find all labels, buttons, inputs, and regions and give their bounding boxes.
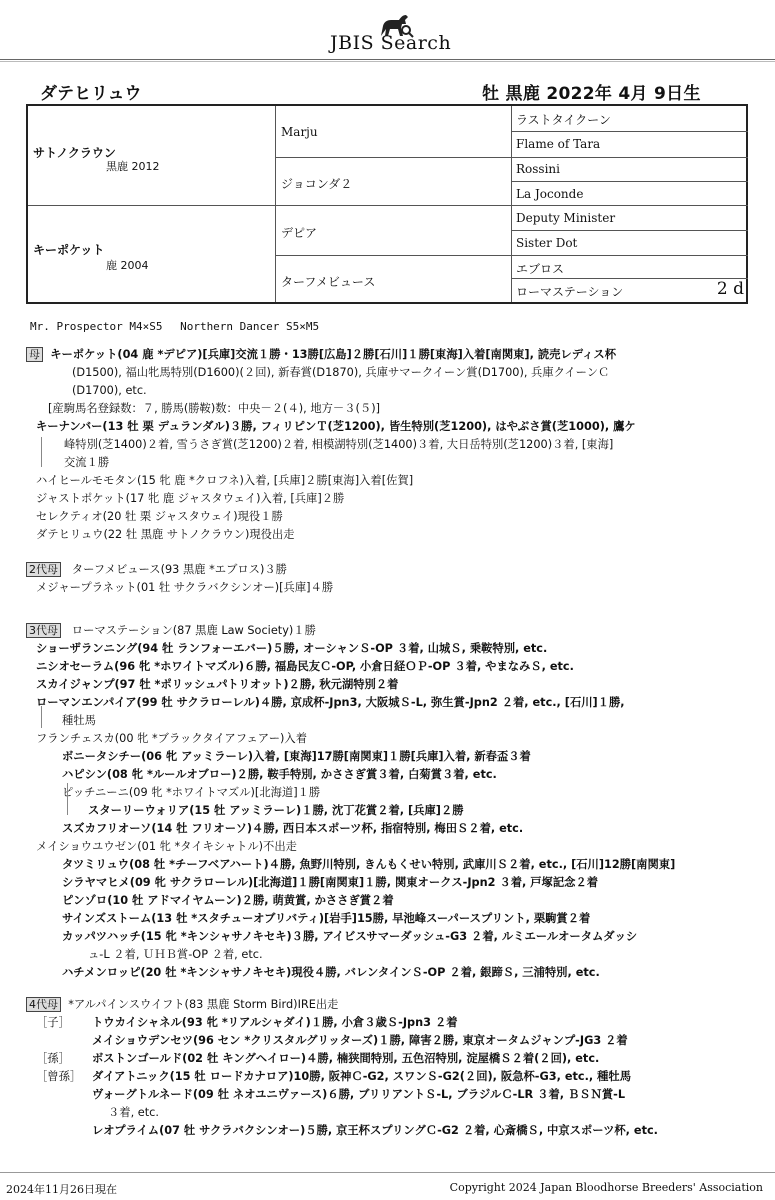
generation-label: ［孫］ <box>36 1052 70 1065</box>
dam3-line: スカイジャンプ(97 牡 *ポリッシュパトリオット)２勝, 秋元湖特別２着 <box>36 678 399 691</box>
dam4-line: トウカイシャネル(93 牝 *リアルシャダイ)１勝, 小倉３歳Ｓ-Jpn3 ２着 <box>92 1016 458 1029</box>
dam3-line: ピンゾロ(10 牡 アドマイヤムーン)２勝, 萌黄賞, かささぎ賞２着 <box>62 894 394 907</box>
gen2-cell <box>276 206 512 256</box>
gen3-name: Sister Dot <box>516 236 578 250</box>
dam3-line: スターリーウォリア(15 牡 アッミラーレ)１勝, 沈丁花賞２着, [兵庫]２勝 <box>88 804 464 817</box>
gen3-cell <box>512 231 748 256</box>
sire-name: サトノクラウン <box>33 146 116 160</box>
dam4-tag: 4代母 <box>26 997 61 1012</box>
gen2-cell <box>276 256 512 302</box>
gen3-name: ローマステーション <box>516 285 624 299</box>
gen3-name: Deputy Minister <box>516 211 616 225</box>
pedigree-table <box>26 104 748 304</box>
dam2-section <box>26 561 333 597</box>
dam3-line: カッパツハッチ(15 牝 *キンシャサノキセキ)３勝, アイビスサマーダッシュ-G3 ２着, ルミエールオータムダッシ <box>62 930 638 943</box>
dam3-line: ローマンエンパイア(99 牡 サクラローレル)４勝, 京成杯-Jpn3, 大阪城Ｓ-L, 弥生賞-Jpn2 ２着, etc., [石川]１勝, <box>36 696 625 709</box>
gen3-name: ラストタイクーン <box>516 113 611 127</box>
footer-copyright: Copyright 2024 Japan Bloodhorse Breeders' Association <box>449 1181 763 1194</box>
gen3-cell <box>512 106 748 132</box>
dam1-tag: 母 <box>26 347 43 362</box>
dam2-line: ターフメビュース(93 黒鹿 *エブロス)３勝 <box>71 563 287 576</box>
gen3-name: Flame of Tara <box>516 137 601 151</box>
dam3-line: シラヤマヒメ(09 牝 サクラローレル)[北海道]１勝[南関東]１勝, 関東オークス-Jpn2 ３着, 戸塚記念２着 <box>62 876 599 889</box>
gen2-name: Marju <box>281 125 318 139</box>
dam1-line: キーポケット(04 鹿 *デピア)[兵庫]交流１勝・13勝[広島]２勝[石川]１勝[東海]入着[南関東], 読売レディス杯 <box>50 348 616 361</box>
dam1-line: (D1700), etc. <box>72 384 147 397</box>
dam3-line: メイショウユウゼン(01 牝 *タイキシャトル)不出走 <box>36 840 297 853</box>
gen3-cell <box>512 256 748 279</box>
generation-label: ［子］ <box>36 1016 70 1029</box>
dam1-section <box>26 346 636 544</box>
dam4-line: ボストンゴールド(02 牡 キングヘイロー)４勝, 楠狭間特別, 五色沼特別, 淀屋橋Ｓ２着(２回), etc. <box>92 1052 600 1065</box>
dam3-line: ローマステーション(87 黒鹿 Law Society)１勝 <box>71 624 316 637</box>
dam-name: キーポケット <box>33 243 105 257</box>
gen2-name: ジョコンダ２ <box>281 177 353 191</box>
dam-cell <box>28 206 276 302</box>
horse-name: ダテヒリュウ <box>40 84 142 104</box>
gen3-name: Rossini <box>516 162 560 176</box>
dam4-line: ３着, etc. <box>108 1106 159 1119</box>
dam4-line: レオプライム(07 牡 サクラバクシンオー)５勝, 京王杯スプリングＣ-G2 ２着, 心斎橋Ｓ, 中京スポーツ杯, etc. <box>92 1124 658 1137</box>
dam1-line: ダテヒリュウ(22 牡 黒鹿 サトノクラウン)現役出走 <box>36 528 295 541</box>
gen3-name: La Joconde <box>516 187 584 201</box>
pedigree-note: 2 d <box>716 279 744 299</box>
sire-cell <box>28 106 276 206</box>
dam3-line: ニシオセーラム(96 牝 *ホワイトマズル)６勝, 福島民友Ｃ-OP, 小倉日経ＯＰ-OP ３着, やまなみＳ, etc. <box>36 660 574 673</box>
generation-label: ［曾孫］ <box>36 1070 82 1083</box>
dam2-line: メジャープラネット(01 牡 サクラバクシンオー)[兵庫]４勝 <box>36 581 334 594</box>
dam1-line: ジャストポケット(17 牝 鹿 ジャスタウェイ)入着, [兵庫]２勝 <box>36 492 345 505</box>
dam3-line: 種牡馬 <box>62 714 96 727</box>
dam4-section <box>26 996 658 1140</box>
dam3-line: ュ-L ２着, ＵＨＢ賞-OP ２着, etc. <box>88 948 263 961</box>
gen3-cell <box>512 279 748 302</box>
dam3-section <box>26 622 675 982</box>
dam3-tag: 3代母 <box>26 623 61 638</box>
dam3-line: ピッチニーニ(09 牝 *ホワイトマズル)[北海道]１勝 <box>62 786 321 799</box>
dam4-line: メイショウデンセツ(96 セン *クリスタルグリッターズ)１勝, 障害２勝, 東京オータムジャンプ-JG3 ２着 <box>92 1034 628 1047</box>
horse-info: 牡 黒鹿 2022年 4月 9日生 <box>482 84 701 104</box>
dam3-line: ボニータシチー(06 牝 アッミラーレ)入着, [東海]17勝[南関東]１勝[兵庫]入着, 新春盃３着 <box>62 750 531 763</box>
dam3-line: フランチェスカ(00 牝 *ブラックタイアフェアー)入着 <box>36 732 307 745</box>
dam1-line: キーナンバー(13 牡 栗 デュランダル)３勝, フィリピンＴ(芝1200), 皆生特別(芝1200), はやぶさ賞(芝1000), 鷹ケ <box>36 420 636 433</box>
dam3-line: ハチメンロッピ(20 牡 *キンシャサノキセキ)現役４勝, バレンタインＳ-OP ２着, 銀蹄Ｓ, 三浦特別, etc. <box>62 966 600 979</box>
jbis-logo <box>330 12 460 54</box>
dam3-line: ハピシン(08 牝 *ルールオブロー)２勝, 鞍手特別, かささぎ賞３着, 白菊賞３着, etc. <box>62 768 497 781</box>
gen3-name: エブロス <box>516 262 565 276</box>
inbreeding-cross: Mr. Prospector M4×S5 Northern Dancer S5×M5 <box>30 320 320 333</box>
gen2-cell <box>276 106 512 158</box>
gen2-cell <box>276 158 512 206</box>
gen3-cell <box>512 206 748 231</box>
gen2-name: デピア <box>281 226 318 240</box>
dam1-line: (D1500), 福山牝馬特別(D1600)(２回), 新春賞(D1870), 兵庫サマークイーン賞(D1700), 兵庫クイーンＣ <box>72 366 610 379</box>
dam2-tag: 2代母 <box>26 562 61 577</box>
sire-detail: 黒鹿 2012 <box>106 160 160 173</box>
gen3-cell <box>512 132 748 158</box>
dam3-line: ショーザランニング(94 牡 ランフォーエバー)５勝, オーシャンＳ-OP ３着, 山城Ｓ, 乗鞍特別, etc. <box>36 642 548 655</box>
footer-date: 2024年11月26日現在 <box>6 1183 117 1196</box>
logo-text: JBIS Search <box>330 32 452 54</box>
gen3-cell <box>512 182 748 206</box>
dam1-line: ハイヒールモモタン(15 牝 鹿 *クロフネ)入着, [兵庫]２勝[東海]入着[佐賀] <box>36 474 414 487</box>
gen2-name: ターフメビュース <box>281 275 376 289</box>
dam3-line: サインズストーム(13 牡 *スタチューオブリバティ)[岩手]15勝, 早池峰スーパースプリント, 栗駒賞２着 <box>62 912 591 925</box>
dam4-line: ヴォーグトルネード(09 牡 ネオユニヴァース)６勝, ブリリアントＳ-L, ブラジルＣ-LR ３着, ＢＳＮ賞-L <box>92 1088 626 1101</box>
dam1-line: セレクティオ(20 牡 栗 ジャスタウェイ)現役１勝 <box>36 510 283 523</box>
dam1-line: 峰特別(芝1400)２着, 雪うさぎ賞(芝1200)２着, 相模湖特別(芝1400)３着, 大日岳特別(芝1200)３着, [東海] <box>64 438 614 451</box>
dam1-line: 交流１勝 <box>64 456 110 469</box>
dam3-line: スズカフリオーソ(14 牡 フリオーソ)４勝, 西日本スポーツ杯, 指宿特別, 梅田Ｓ２着, etc. <box>62 822 524 835</box>
dam3-line: タツミリュウ(08 牡 *チーフベアハート)４勝, 魚野川特別, きんもくせい特別, 武庫川Ｓ２着, etc., [石川]12勝[南関東] <box>62 858 676 871</box>
dam1-line: [産駒馬名登録数：７, 勝馬(勝鞍)数：中央－２(４), 地方－３(５)] <box>48 402 381 415</box>
dam4-head: *アルパインスウイフト(83 黒鹿 Storm Bird)IRE出走 <box>68 998 339 1011</box>
dam-detail: 鹿 2004 <box>106 259 149 272</box>
gen3-cell <box>512 158 748 182</box>
dam4-line: ダイアトニック(15 牡 ロードカナロア)10勝, 阪神Ｃ-G2, スワンＳ-G2(２回), 阪急杯-G3, etc., 種牡馬 <box>92 1070 631 1083</box>
